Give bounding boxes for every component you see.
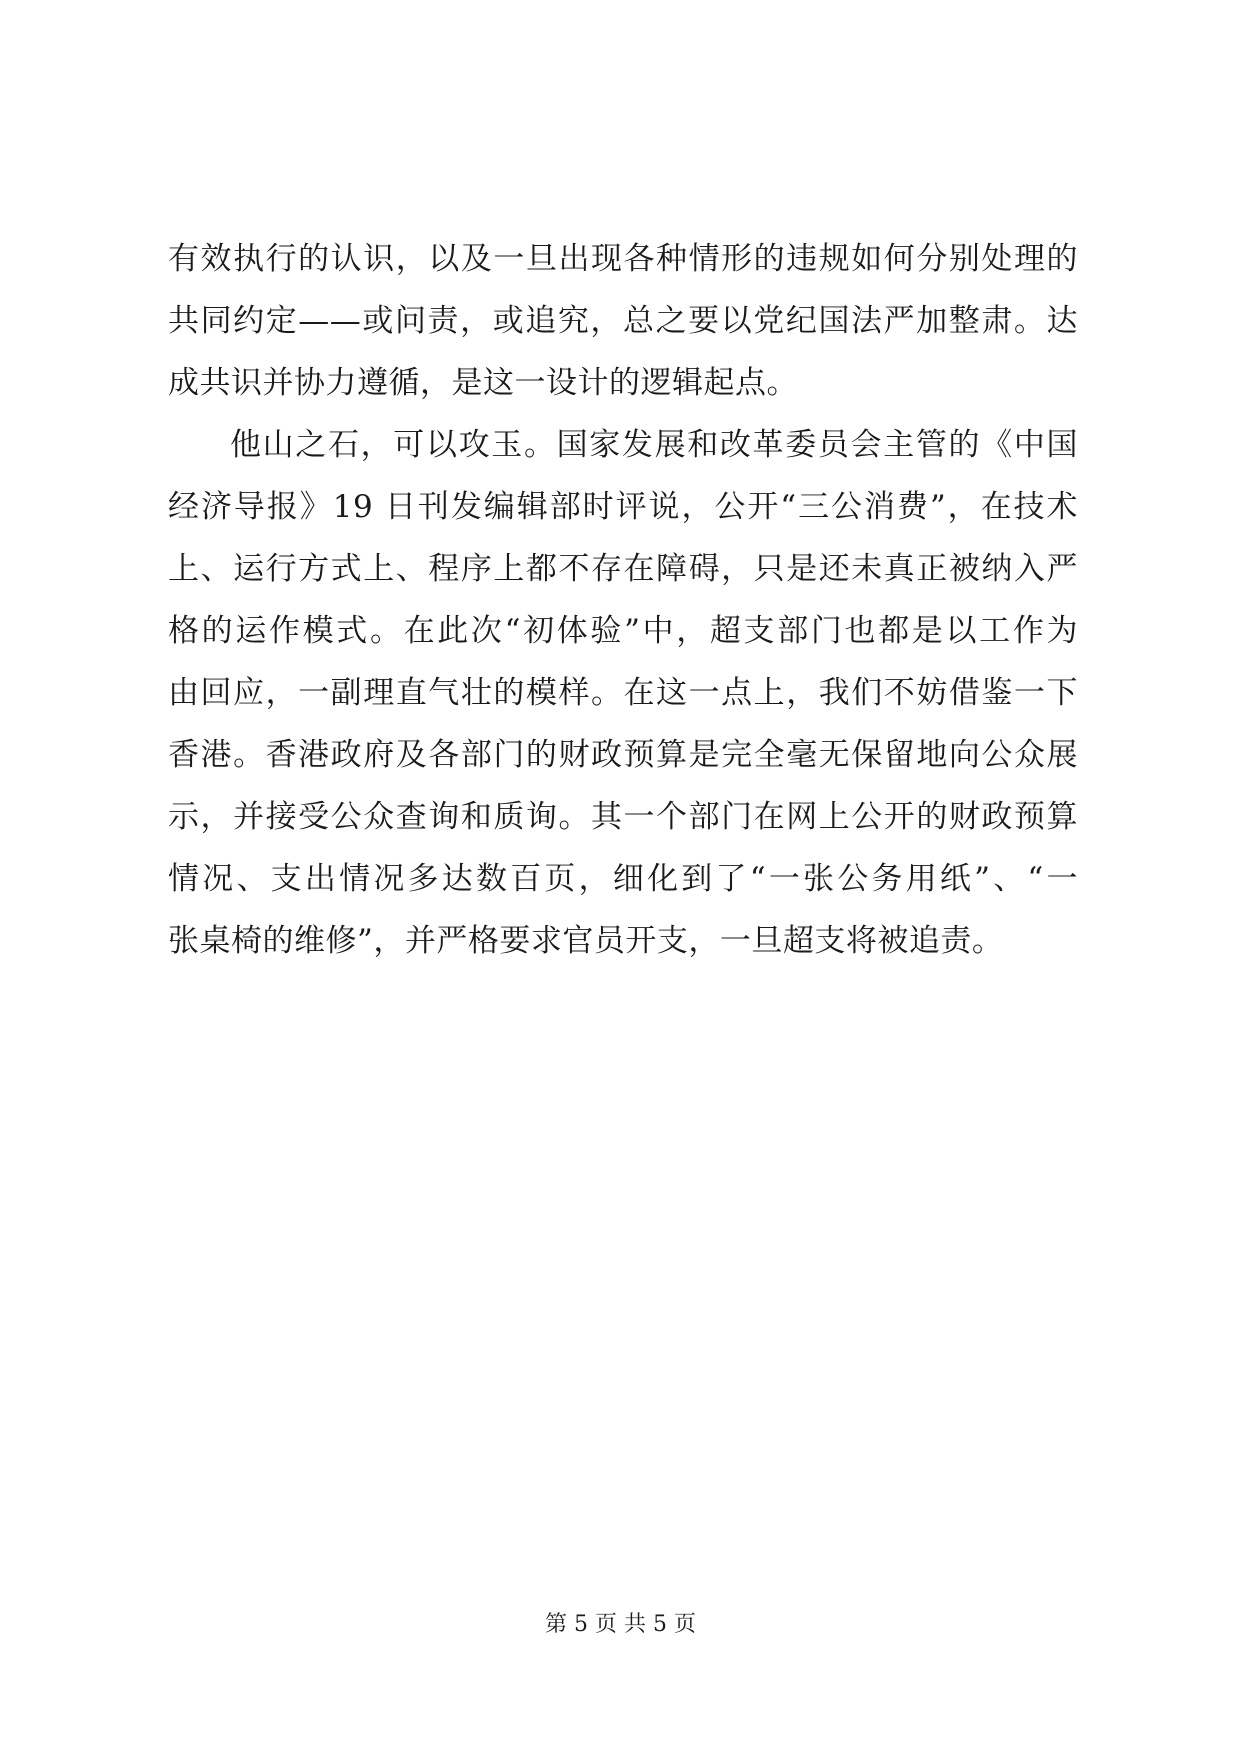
page-number-footer: 第 5 页 共 5 页 (545, 1612, 696, 1637)
paragraph-2-line-4: 格的运作模式。在此次“初体验”中，超支部门也都是以工作为 (168, 613, 1078, 649)
paragraph-2-line-9: 张桌椅的维修”，并严格要求官员开支，一旦超支将被追责。 (168, 923, 1004, 959)
paragraph-2-line-2: 经济导报》19 日刊发编辑部时评说，公开“三公消费”，在技术 (168, 489, 1078, 525)
paragraph-2-line-3: 上、运行方式上、程序上都不存在障碍，只是还未真正被纳入严 (168, 551, 1078, 587)
paragraph-1-line-2: 共同约定——或问责，或追究，总之要以党纪国法严加整肃。达 (168, 303, 1078, 339)
paragraph-2-line-6: 香港。香港政府及各部门的财政预算是完全毫无保留地向公众展 (168, 737, 1078, 773)
paragraph-2-line-8: 情况、支出情况多达数百页，细化到了“一张公务用纸”、“一 (168, 861, 1078, 897)
paragraph-1-line-1: 有效执行的认识，以及一旦出现各种情形的违规如何分别处理的 (168, 241, 1078, 277)
paragraph-2-line-5: 由回应，一副理直气壮的模样。在这一点上，我们不妨借鉴一下 (168, 675, 1078, 711)
body-text (168, 228, 1078, 972)
paragraph-2-line-7: 示，并接受公众查询和质询。其一个部门在网上公开的财政预算 (168, 799, 1078, 835)
paragraph-1-line-3: 成共识并协力遵循，是这一设计的逻辑起点。 (168, 365, 798, 401)
paragraph-2-line-1: 他山之石，可以攻玉。国家发展和改革委员会主管的《中国 (230, 427, 1078, 463)
